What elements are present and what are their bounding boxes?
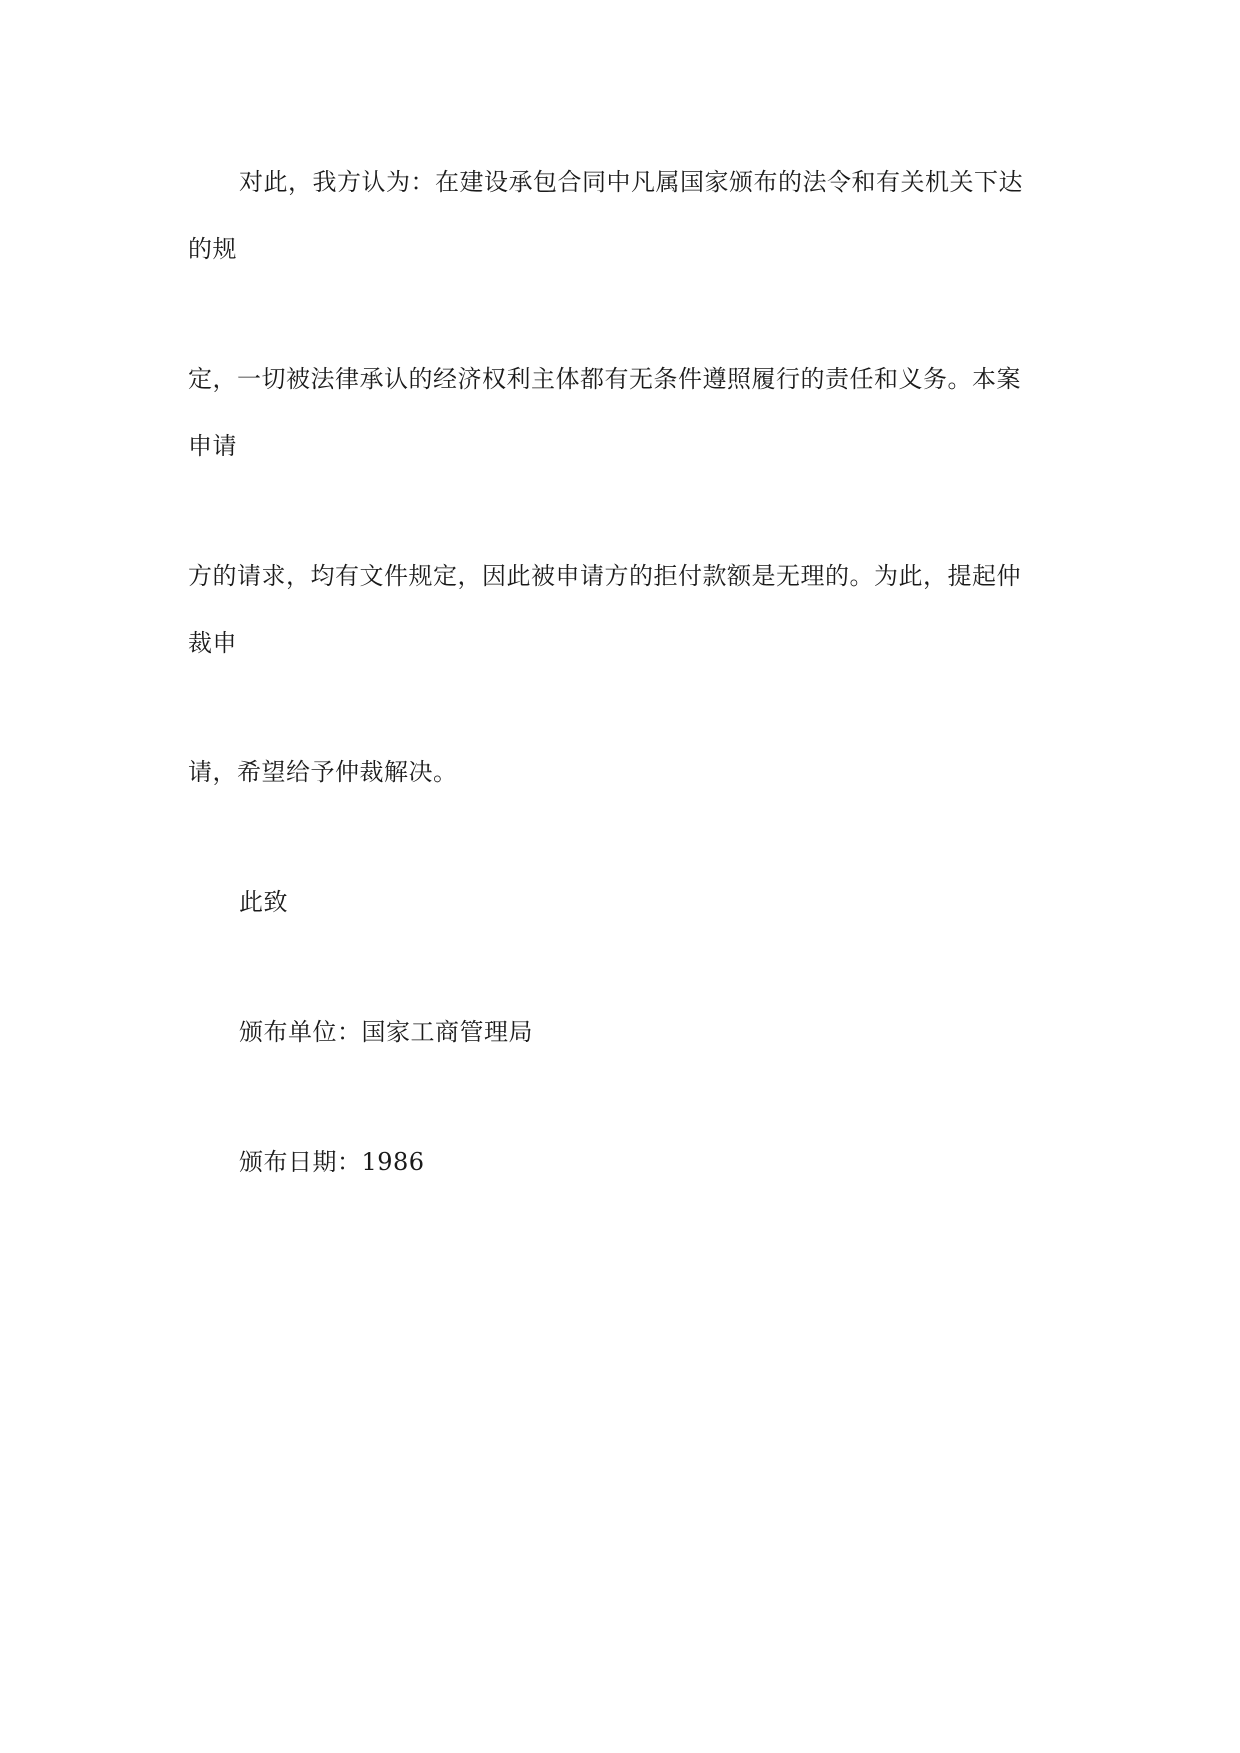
paragraph-line-1: 对此，我方认为：在建设承包合同中凡属国家颁布的法令和有关机关下达 — [239, 168, 1023, 196]
paragraph-line-5: 方的请求，均有文件规定，因此被申请方的拒付款额是无理的。为此，提起仲 — [188, 562, 1021, 590]
salutation: 此致 — [239, 888, 288, 916]
issue-date-line: 颁布日期：1986 — [239, 1148, 425, 1176]
paragraph-line-7: 请，希望给予仲裁解决。 — [188, 758, 458, 786]
paragraph-line-4: 申请 — [188, 432, 237, 460]
issuer-line: 颁布单位：国家工商管理局 — [239, 1018, 533, 1046]
paragraph-line-2: 的规 — [188, 235, 237, 263]
paragraph-line-3: 定，一切被法律承认的经济权利主体都有无条件遵照履行的责任和义务。本案 — [188, 365, 1021, 393]
paragraph-line-6: 裁申 — [188, 629, 237, 657]
